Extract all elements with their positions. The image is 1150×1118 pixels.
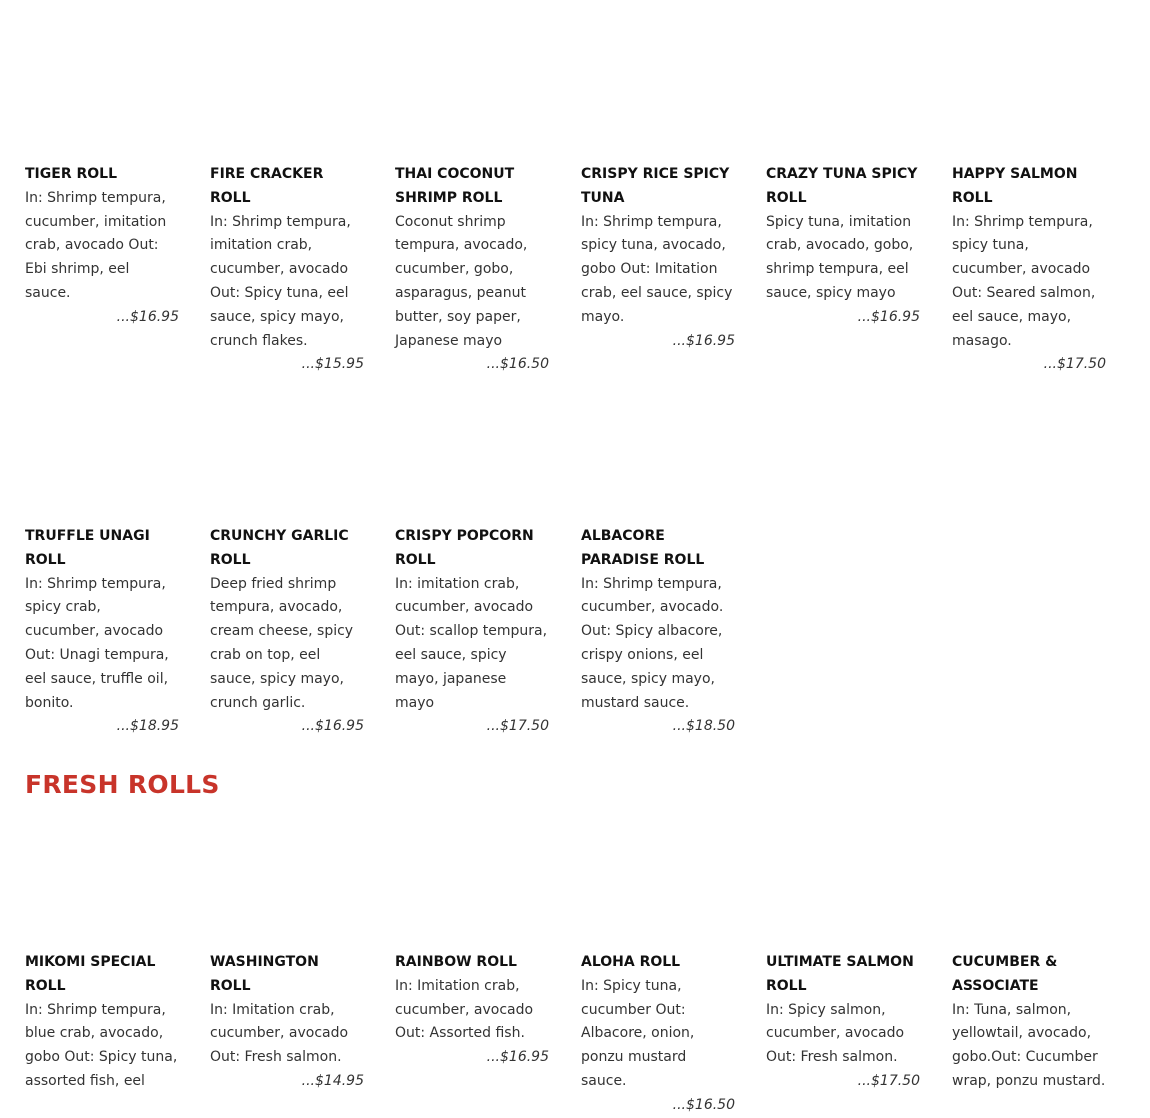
menu-item-crispy-popcorn-roll	[395, 525, 549, 739]
item-description: Spicy tuna, imitation crab, avocado, gobo, shrimp tempura, eel sauce, spicy mayo	[766, 213, 914, 301]
item-name: CRUNCHY GARLIC ROLL	[210, 528, 349, 568]
menu-item-albacore-paradise-roll	[581, 525, 735, 739]
item-name: ALOHA ROLL	[581, 954, 681, 970]
menu-item-washington-roll	[210, 951, 364, 1094]
item-price: ...$16.95	[486, 1049, 549, 1066]
item-name: FIRE CRACKER ROLL	[210, 166, 324, 206]
menu-item-thai-coconut-shrimp-roll	[395, 163, 549, 377]
menu-item-crazy-tuna-spicy-roll	[766, 163, 920, 330]
item-price: ...$16.95	[301, 718, 364, 735]
item-price: ...$16.95	[857, 308, 920, 325]
item-description: In: Shrimp tempura, imitation crab, cucumber, avocado Out: Spicy tuna, eel sauce, spicy mayo, crunch flakes.	[210, 213, 351, 349]
item-description: In: Tuna, salmon, yellowtail, avocado, gobo.Out: Cucumber wrap, ponzu mustard.	[952, 1001, 1106, 1089]
item-price: ...$17.50	[486, 718, 549, 735]
item-name: CRAZY TUNA SPICY ROLL	[766, 166, 918, 206]
item-price: ...$16.95	[116, 308, 179, 325]
item-name: CRISPY POPCORN ROLL	[395, 528, 534, 568]
menu-item-truffle-unagi-roll	[25, 525, 179, 739]
item-description: In: Spicy tuna, cucumber Out: Albacore, onion, ponzu mustard sauce.	[581, 977, 695, 1089]
menu-item-aloha-roll	[581, 951, 735, 1118]
item-price: ...$16.50	[672, 1096, 735, 1113]
menu-item-mikomi-special-roll	[25, 951, 179, 1094]
item-name: ULTIMATE SALMON ROLL	[766, 954, 914, 994]
menu-item-fire-cracker-roll	[210, 163, 364, 377]
item-name: HAPPY SALMON ROLL	[952, 166, 1078, 206]
item-description: In: imitation crab, cucumber, avocado Out: scallop tempura, eel sauce, spicy mayo, japanese mayo	[395, 575, 548, 711]
item-description: In: Imitation crab, cucumber, avocado Out: Assorted fish.	[395, 977, 534, 1042]
item-price: ...$16.50	[486, 356, 549, 373]
item-description: In: Spicy salmon, cucumber, avocado Out: Fresh salmon.	[766, 1001, 905, 1066]
item-name: RAINBOW ROLL	[395, 954, 517, 970]
item-description: In: Shrimp tempura, spicy crab, cucumber, avocado Out: Unagi tempura, eel sauce, truffle oil, bonito.	[25, 575, 169, 711]
item-description: In: Shrimp tempura, cucumber, avocado. Out: Spicy albacore, crispy onions, eel sauce, spicy mayo, mustard sauce.	[581, 575, 724, 711]
item-description: Coconut shrimp tempura, avocado, cucumber, gobo, asparagus, peanut butter, soy paper, Japanese mayo	[395, 213, 528, 349]
item-name: CUCUMBER & ASSOCIATE	[952, 954, 1058, 994]
menu-item-cucumber-associate	[952, 951, 1106, 1094]
item-price: ...$17.50	[1043, 356, 1106, 373]
item-name: MIKOMI SPECIAL ROLL	[25, 954, 156, 994]
item-price: ...$18.95	[116, 718, 179, 735]
item-name: TRUFFLE UNAGI ROLL	[25, 528, 150, 568]
item-description: Deep fried shrimp tempura, avocado, cream cheese, spicy crab on top, eel sauce, spicy mayo, crunch garlic.	[210, 575, 354, 711]
item-name: WASHINGTON ROLL	[210, 954, 319, 994]
item-description: In: Shrimp tempura, blue crab, avocado, gobo Out: Spicy tuna, assorted fish, eel	[25, 1001, 178, 1089]
item-price: ...$14.95	[301, 1072, 364, 1089]
item-description: In: Shrimp tempura, spicy tuna, cucumber, avocado Out: Seared salmon, eel sauce, mayo, masago.	[952, 213, 1096, 349]
section-title-fresh-rolls: FRESH ROLLS	[25, 770, 220, 799]
item-name: CRISPY RICE SPICY TUNA	[581, 166, 730, 206]
item-name: ALBACORE PARADISE ROLL	[581, 528, 705, 568]
item-price: ...$16.95	[672, 332, 735, 349]
item-description: In: Imitation crab, cucumber, avocado Out: Fresh salmon.	[210, 1001, 349, 1066]
item-price: ...$18.50	[672, 718, 735, 735]
menu-item-ultimate-salmon-roll	[766, 951, 920, 1094]
menu-item-rainbow-roll	[395, 951, 549, 1070]
item-description: In: Shrimp tempura, spicy tuna, avocado, gobo Out: Imitation crab, eel sauce, spicy mayo.	[581, 213, 733, 325]
menu-item-tiger-roll	[25, 163, 179, 330]
item-price: ...$15.95	[301, 356, 364, 373]
item-description: In: Shrimp tempura, cucumber, imitation crab, avocado Out: Ebi shrimp, eel sauce.	[25, 189, 167, 301]
menu-item-crunchy-garlic-roll	[210, 525, 364, 739]
menu-item-crispy-rice-spicy-tuna	[581, 163, 735, 353]
item-name: TIGER ROLL	[25, 166, 117, 182]
menu-item-happy-salmon-roll	[952, 163, 1106, 377]
item-name: THAI COCONUT SHRIMP ROLL	[395, 166, 515, 206]
item-price: ...$17.50	[857, 1072, 920, 1089]
